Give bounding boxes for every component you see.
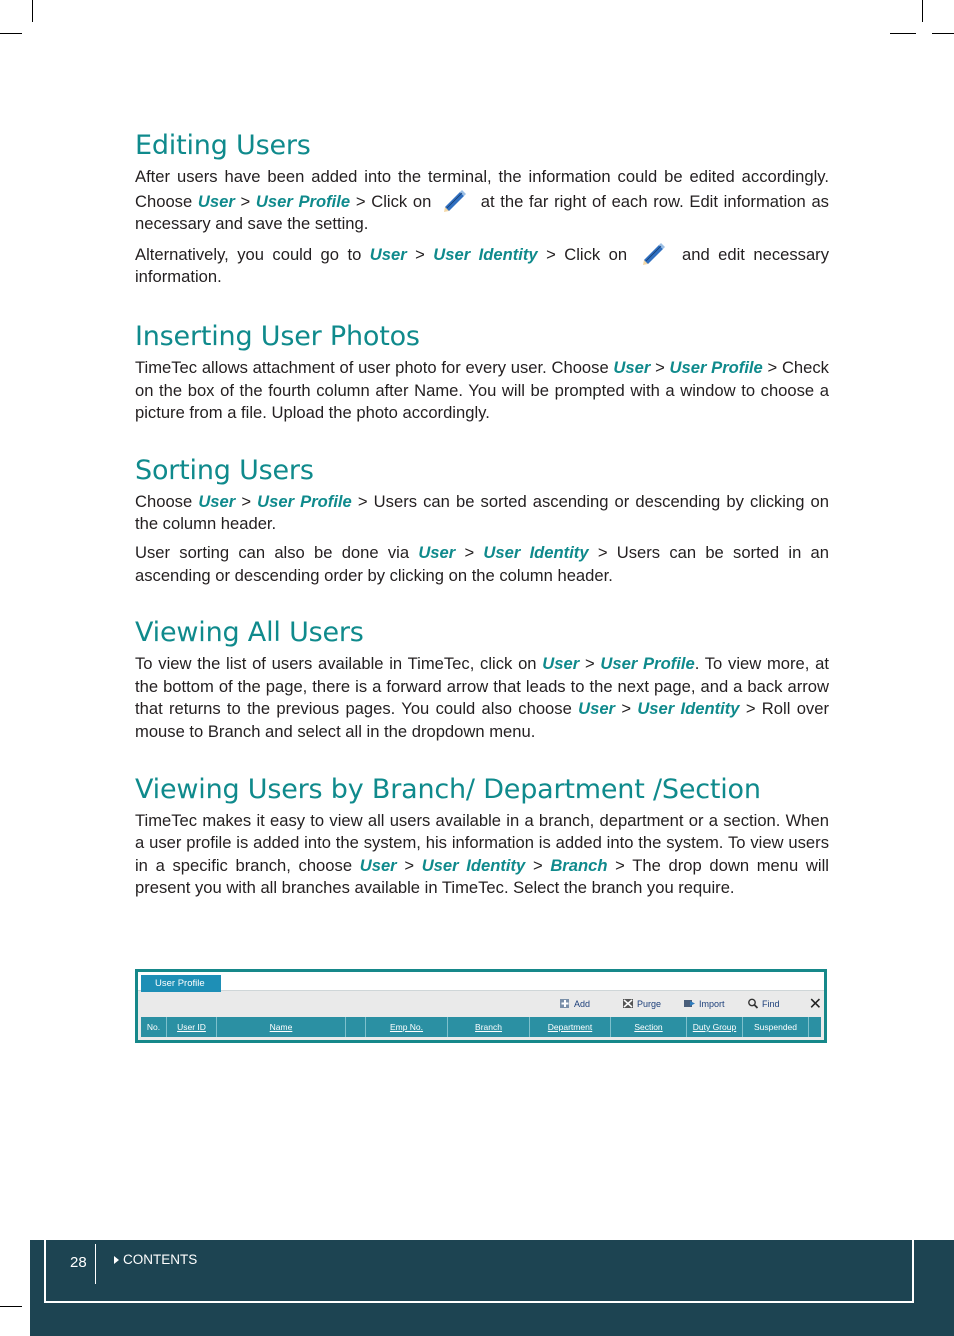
find-label: Find bbox=[762, 998, 780, 1009]
document-body bbox=[135, 128, 829, 900]
import-icon bbox=[684, 998, 696, 1009]
keyword-user-identity: User Identity bbox=[421, 855, 526, 875]
user-profile-screenshot bbox=[135, 969, 827, 1043]
text: > Users can be sorted ascending or descending by clicking on the column header. bbox=[135, 491, 829, 534]
text: > Click on bbox=[537, 244, 636, 264]
text: > bbox=[615, 699, 638, 719]
screenshot-tab-bar bbox=[138, 972, 824, 991]
paragraph bbox=[135, 542, 829, 587]
column-header-branch[interactable]: Branch bbox=[448, 1017, 530, 1037]
keyword-user: User bbox=[613, 357, 651, 377]
column-header-user-id[interactable]: User ID bbox=[167, 1017, 217, 1037]
paragraph bbox=[135, 653, 829, 743]
keyword-user-profile: User Profile bbox=[257, 491, 352, 511]
section-title-viewing-users-by-branch: Viewing Users by Branch/ Department /Section bbox=[135, 773, 761, 805]
text: TimeTec allows attachment of user photo for every user. Choose bbox=[135, 357, 614, 377]
text: Alternatively, you could go to bbox=[135, 244, 370, 264]
text: To view the list of users available in TimeTec, click on bbox=[135, 654, 543, 674]
text: > Check on the box of the fourth column after Name. You will be prompted with a window to choose a picture from a file. Upload the photo accordingly. bbox=[135, 357, 829, 423]
column-header-department[interactable]: Department bbox=[530, 1017, 611, 1037]
text: > bbox=[525, 855, 551, 875]
paragraph bbox=[135, 166, 829, 236]
keyword-user-identity: User Identity bbox=[637, 699, 740, 719]
text: . To view more, at the bottom of the page, there is a forward arrow that leads to the next page, and a back arrow that returns to the previous pages. You could also choose bbox=[135, 654, 829, 719]
text: > bbox=[455, 542, 484, 562]
paragraph bbox=[135, 810, 829, 900]
page-number: 28 bbox=[70, 1254, 87, 1271]
section-title-viewing-all-users: Viewing All Users bbox=[135, 617, 364, 649]
crop-mark bbox=[32, 0, 33, 22]
triangle-right-icon bbox=[114, 1256, 119, 1264]
keyword-user-profile: User Profile bbox=[600, 654, 695, 674]
text: TimeTec makes it easy to view all users available in a branch, department or a section. When a user profile is added into the system, his information is added into the system. To view users in a specific branch, choose bbox=[135, 810, 829, 875]
text: > bbox=[396, 855, 422, 875]
text: > Click on bbox=[350, 191, 438, 211]
keyword-user: User bbox=[578, 699, 616, 719]
text: Choose bbox=[135, 491, 199, 511]
text: at the far right of each row. Edit information as necessary and save the setting. bbox=[135, 191, 829, 234]
section-title-editing-users: Editing Users bbox=[135, 130, 311, 161]
import-label: Import bbox=[699, 998, 725, 1009]
text: > bbox=[235, 491, 258, 511]
purge-icon bbox=[622, 998, 634, 1009]
column-header-section[interactable]: Section bbox=[611, 1017, 687, 1037]
text: User sorting can also be done via bbox=[135, 542, 419, 562]
text: After users have been added into the terminal, the information could be edited accordingly. Choose bbox=[135, 167, 829, 211]
add-icon bbox=[559, 998, 571, 1009]
purge-button[interactable] bbox=[622, 998, 661, 1009]
text: > bbox=[406, 244, 434, 264]
column-header-suspended[interactable]: Suspended bbox=[743, 1017, 809, 1037]
text: and edit necessary information. bbox=[135, 244, 829, 287]
purge-label: Purge bbox=[637, 998, 662, 1009]
crop-mark bbox=[922, 0, 923, 22]
close-icon[interactable]: ✕ bbox=[808, 996, 822, 1013]
contents-link[interactable] bbox=[114, 1252, 197, 1267]
footer-frame bbox=[44, 1240, 914, 1303]
page-footer bbox=[30, 1240, 954, 1336]
column-header-name[interactable]: Name bbox=[217, 1017, 346, 1037]
find-button[interactable] bbox=[747, 998, 780, 1009]
text: > Roll over mouse to Branch and select all in the dropdown menu. bbox=[135, 699, 829, 741]
paragraph bbox=[135, 491, 829, 536]
import-button[interactable] bbox=[684, 998, 725, 1009]
text: > bbox=[579, 654, 601, 674]
keyword-user: User bbox=[369, 244, 407, 264]
pencil-edit-icon bbox=[441, 189, 471, 213]
table-header bbox=[141, 1017, 821, 1037]
keyword-user-profile: User Profile bbox=[255, 191, 351, 211]
keyword-user-identity: User Identity bbox=[433, 244, 538, 264]
keyword-user: User bbox=[359, 855, 397, 875]
add-button[interactable] bbox=[559, 998, 590, 1009]
text: > bbox=[650, 357, 670, 377]
crop-mark bbox=[0, 33, 22, 34]
screenshot-toolbar bbox=[138, 994, 824, 1018]
column-header-duty-group[interactable]: Duty Group bbox=[687, 1017, 743, 1037]
pencil-edit-icon bbox=[640, 242, 670, 266]
keyword-user-profile: User Profile bbox=[669, 357, 763, 377]
section-title-inserting-user-photos: Inserting User Photos bbox=[135, 320, 420, 352]
keyword-user-identity: User Identity bbox=[483, 542, 589, 562]
crop-mark bbox=[0, 1306, 22, 1307]
magnifier-icon bbox=[747, 998, 759, 1009]
column-header-no[interactable]: No. bbox=[141, 1017, 167, 1037]
add-label: Add bbox=[574, 998, 591, 1009]
text: > Users can be sorted in an ascending or descending order by clicking on the column header. bbox=[135, 542, 830, 585]
column-header-actions bbox=[809, 1017, 821, 1037]
crop-mark bbox=[932, 33, 954, 34]
column-header-emp-no[interactable]: Emp No. bbox=[366, 1017, 448, 1037]
contents-label: CONTENTS bbox=[123, 1252, 198, 1267]
keyword-branch: Branch bbox=[550, 855, 608, 875]
footer-divider bbox=[95, 1244, 96, 1284]
text: > The drop down menu will present you with all branches available in TimeTec. Select the branch you require. bbox=[135, 855, 829, 898]
keyword-user: User bbox=[198, 491, 236, 511]
keyword-user: User bbox=[197, 191, 235, 211]
paragraph bbox=[135, 357, 829, 425]
section-title-sorting-users: Sorting Users bbox=[135, 454, 314, 486]
column-header-photo[interactable] bbox=[346, 1017, 366, 1037]
text: > bbox=[234, 191, 256, 211]
tab-user-profile[interactable]: User Profile bbox=[141, 975, 221, 992]
crop-mark bbox=[890, 33, 916, 34]
paragraph bbox=[135, 242, 829, 289]
keyword-user: User bbox=[542, 654, 580, 674]
keyword-user: User bbox=[418, 542, 456, 562]
